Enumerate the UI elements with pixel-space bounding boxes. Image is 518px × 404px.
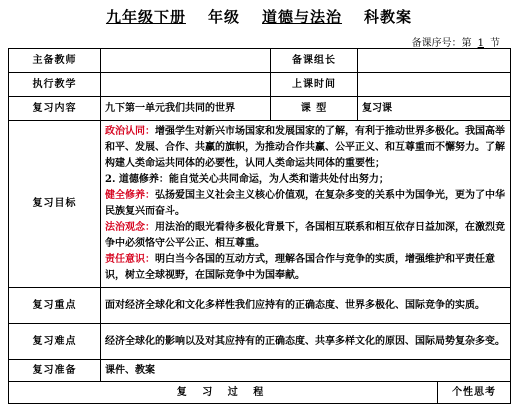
goal-character: 健全修养：弘扬爱国主义社会主义核心价值观，在复杂多变的关系中为国争光，更为了中华民族复兴而奋斗。 xyxy=(105,190,505,217)
lesson-type-value: 复习课 xyxy=(358,97,511,121)
review-goals-label: 复习目标 xyxy=(9,121,101,288)
teacher-value[interactable] xyxy=(101,49,271,73)
title-suffix: 科教案 xyxy=(364,8,413,26)
team-leader-label: 备课组长 xyxy=(271,49,358,73)
title-grade: 年级 xyxy=(207,8,240,26)
serial-number: 1 xyxy=(477,38,484,49)
preparation-label: 复习准备 xyxy=(9,360,101,382)
preparation-value: 课件、教案 xyxy=(101,360,511,382)
goal-law: 法治观念：用法治的眼光看待多极化背景下，各国相互联系和相互依存日益加深，在激烈竞争中必须恪守公平公正、相互尊重。 xyxy=(105,222,505,249)
row-exec xyxy=(9,73,511,97)
exec-teacher-value[interactable] xyxy=(101,73,271,97)
difficult-points-label: 复习难点 xyxy=(9,324,101,360)
row-process xyxy=(9,382,511,404)
row-difficult xyxy=(9,324,511,360)
serial-label: 备课序号：第 xyxy=(411,38,472,49)
row-prep xyxy=(9,360,511,382)
lesson-type-label: 课 型 xyxy=(271,97,358,121)
teacher-label: 主备教师 xyxy=(9,49,101,73)
team-leader-value[interactable] xyxy=(358,49,511,73)
title-subject: 道德与法治 xyxy=(262,8,343,26)
key-points-value: 面对经济全球化和文化多样性我们应持有的正确态度、世界多极化、国际竞争的实质。 xyxy=(101,288,511,324)
row-teacher xyxy=(9,49,511,73)
row-key xyxy=(9,288,511,324)
row-goals xyxy=(9,121,511,288)
personal-notes-header: 个性思考 xyxy=(438,382,511,404)
lesson-serial xyxy=(412,34,500,49)
review-process-header: 复 习 过 程 xyxy=(9,382,438,404)
doc-title xyxy=(0,6,518,27)
row-content xyxy=(9,97,511,121)
goal-responsibility: 责任意识：明白当今各国的互动方式，理解各国合作与竞争的实质，增强维护和平责任意识，树立全球视野，在国际竞争中为国奉献。 xyxy=(105,254,495,281)
difficult-points-value: 经济全球化的影响以及对其应持有的正确态度、共享多样文化的原因、国际局势复杂多变。 xyxy=(101,324,511,360)
title-book: 九年级下册 xyxy=(105,8,186,26)
key-points-label: 复习重点 xyxy=(9,288,101,324)
class-time-label: 上课时间 xyxy=(271,73,358,97)
review-content-value: 九下第一单元我们共同的世界 xyxy=(101,97,271,121)
review-goals-value xyxy=(101,121,511,288)
review-content-label: 复习内容 xyxy=(9,97,101,121)
goal-political: 政治认同：增强学生对新兴市场国家和发展国家的了解，有利于推动世界多极化。我国高举和平、发展、合作、共赢的旗帜，为推动合作共赢、公平正义、和互尊重而不懈努力。了解构建人类命运共同体的必要性，认同人类命运共同体的重要性； xyxy=(105,126,505,169)
goal-moral: 2. 道德修养：能自觉关心共同命运，为人类和谐共处付出努力； xyxy=(105,174,389,185)
exec-teacher-label: 执行教学 xyxy=(9,73,101,97)
class-time-value[interactable] xyxy=(358,73,511,97)
lesson-plan-table xyxy=(8,48,511,404)
serial-unit: 节 xyxy=(490,38,500,49)
